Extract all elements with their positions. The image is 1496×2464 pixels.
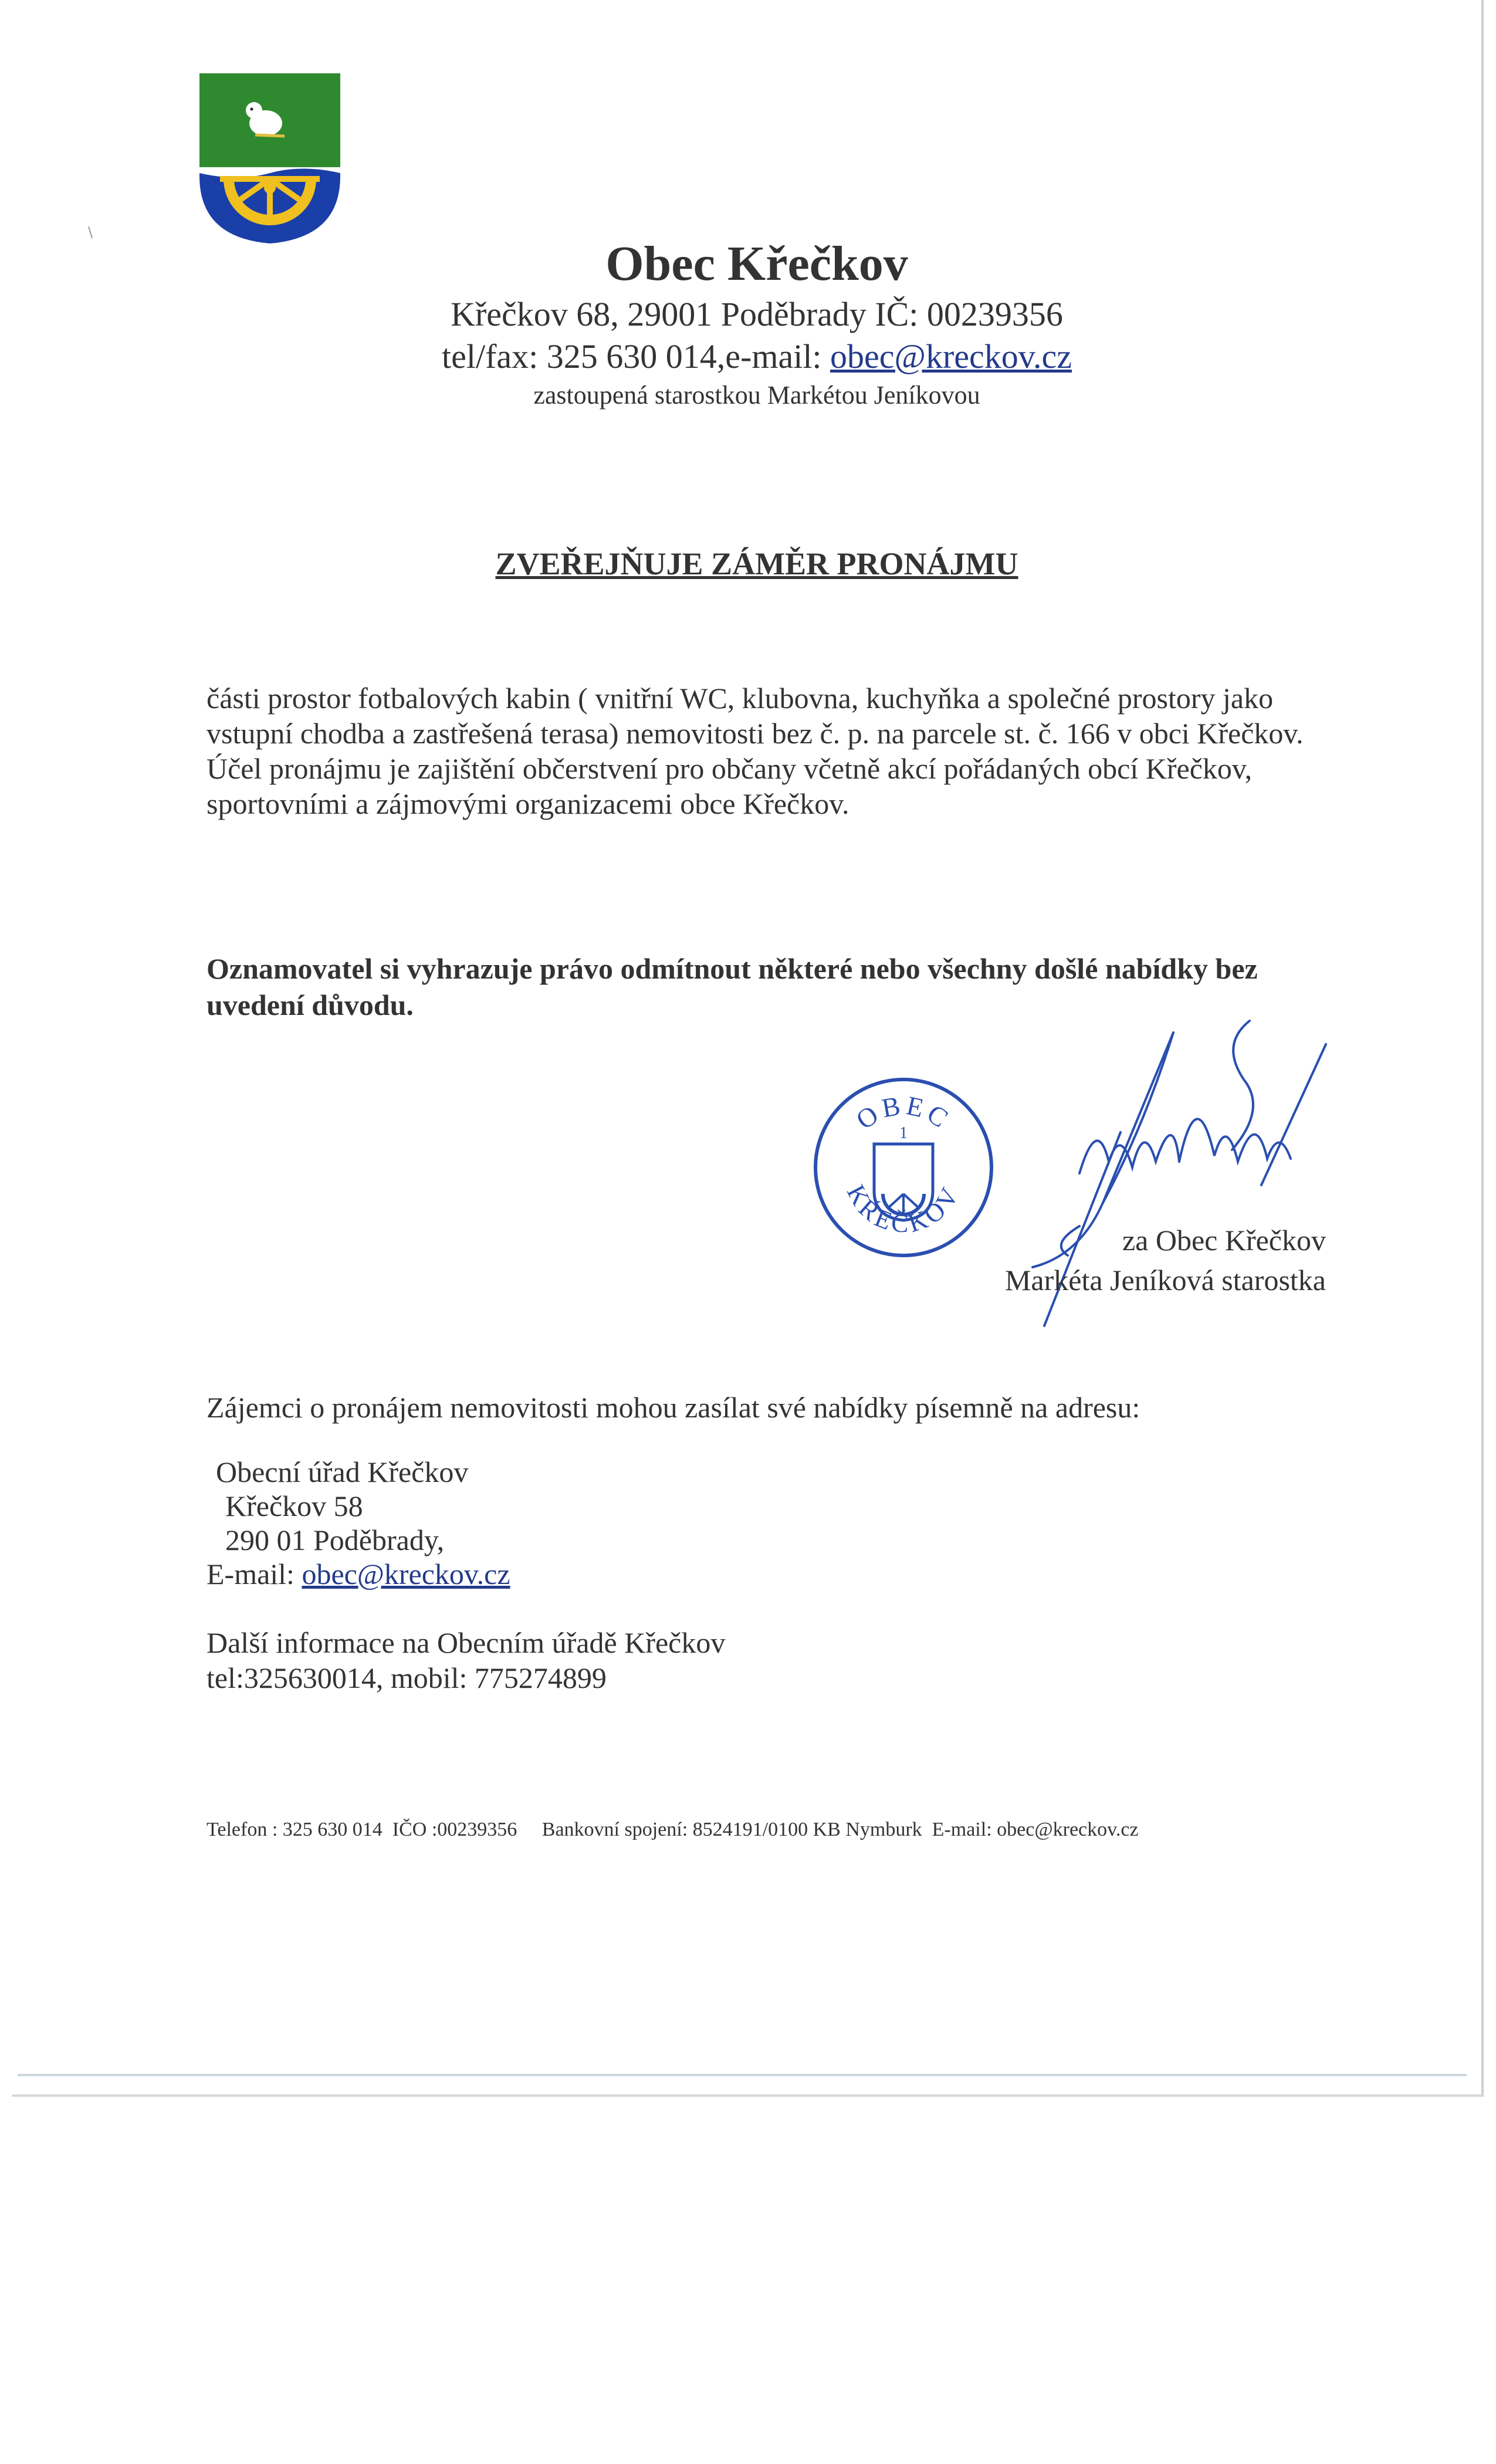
address-email-row	[207, 1557, 911, 1591]
body-line: vstupní chodba a zastřešená terasa) nemovitosti bez č. p. na parcele st. č. 166 v obci Křečkov.	[207, 717, 1304, 750]
page-bottom-edge	[18, 2074, 1467, 2076]
reservation-line: Oznamovatel si vyhrazuje právo odmítnout některé nebo všechny došlé nabídky bez	[207, 952, 1258, 985]
coat-of-arms-logo	[197, 70, 343, 246]
reservation-line: uvedení důvodu.	[207, 989, 414, 1021]
more-info	[207, 1625, 1028, 1695]
mailing-address	[207, 1455, 911, 1591]
stamp-bottom-text: KŘEČKOV	[841, 1180, 966, 1238]
letterhead-contact	[352, 336, 1162, 378]
email-link[interactable]: obec@kreckov.cz	[302, 1558, 510, 1590]
stamp-number: 1	[899, 1124, 908, 1142]
letterhead-address: Křečkov 68, 29001 Poděbrady IČ: 00239356	[451, 295, 1063, 333]
municipality-name: Obec Křečkov	[605, 236, 908, 291]
letter-footer: Telefon : 325 630 014 IČO :00239356 Bankovní spojení: 8524191/0100 KB Nymburk E-mail: obec@kreckov.cz	[207, 1819, 1139, 1840]
signatory-on-behalf: za Obec Křečkov	[1122, 1224, 1326, 1257]
notice-body	[207, 681, 1351, 821]
contact-prefix: tel/fax: 325 630 014,e-mail:	[442, 337, 831, 375]
signatory	[915, 1220, 1326, 1300]
body-line: Účel pronájmu je zajištění občerstvení pro občany včetně akcí pořádaných obcí Křečkov,	[207, 752, 1253, 785]
stamp-top-text: OBEC	[851, 1089, 957, 1136]
address-line: Křečkov 58	[225, 1490, 363, 1522]
offer-instructions: Zájemci o pronájem nemovitosti mohou zasílat své nabídky písemně na adresu:	[207, 1391, 1140, 1424]
phone-numbers: tel:325630014, mobil: 775274899	[207, 1661, 607, 1694]
represented-by: zastoupená starostkou Markétou Jeníkovou	[533, 381, 980, 409]
email-prefix: E-mail:	[207, 1558, 302, 1590]
address-line: Obecní úřad Křečkov	[216, 1456, 469, 1488]
more-info-line: Další informace na Obecním úřadě Křečkov	[207, 1626, 726, 1659]
scan-speck	[88, 226, 93, 239]
address-line: 290 01 Poděbrady,	[225, 1524, 445, 1556]
signatory-name: Markéta Jeníková starostka	[1004, 1264, 1326, 1297]
letterhead	[352, 235, 1162, 413]
body-line: části prostor fotbalových kabin ( vnitřní WC, klubovna, kuchyňka a společné prostory jako	[207, 682, 1274, 715]
body-line: sportovními a zájmovými organizacemi obce Křečkov.	[207, 787, 849, 820]
notice-title: ZVEŘEJŇUJE ZÁMĚR PRONÁJMU	[495, 546, 1018, 581]
email-link[interactable]: obec@kreckov.cz	[830, 337, 1072, 375]
